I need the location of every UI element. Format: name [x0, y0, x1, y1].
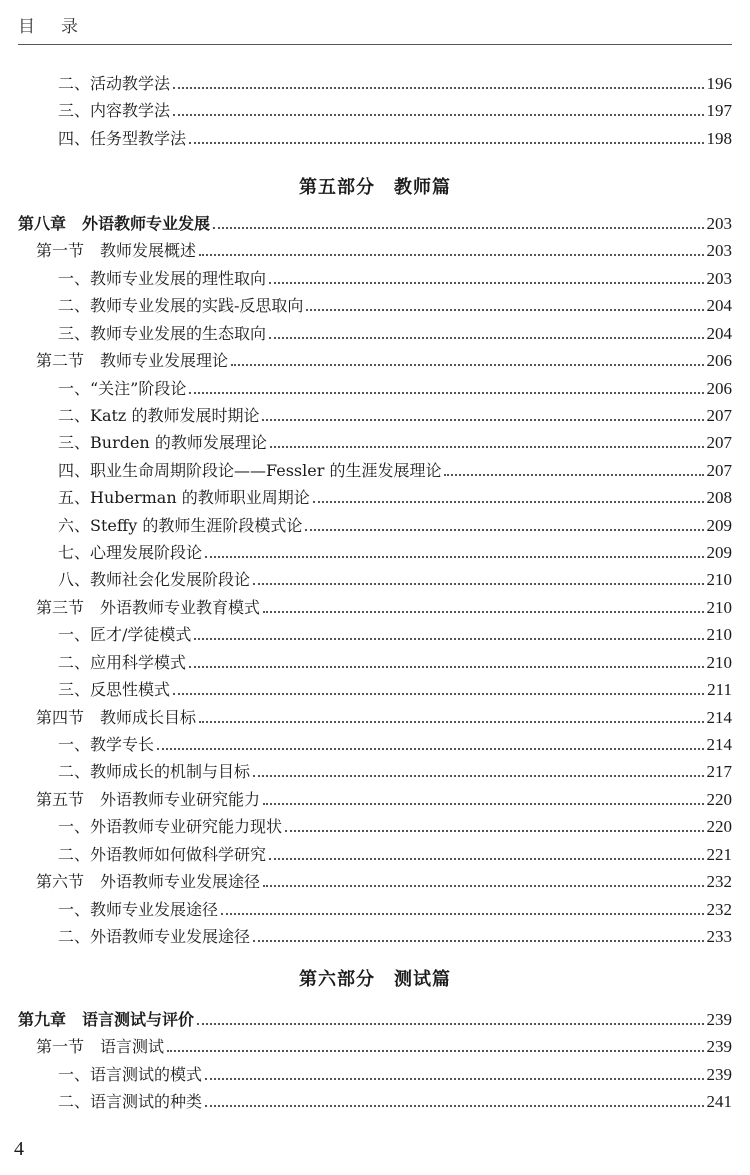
part-heading: 第五部分 教师篇	[299, 177, 451, 198]
toc-label: 一、教学专长	[58, 735, 155, 754]
leader-dots	[270, 446, 704, 448]
toc-page: 210	[706, 653, 732, 672]
toc-label: 二、活动教学法	[58, 74, 171, 93]
toc-label: 二、外语教师如何做科学研究	[58, 845, 267, 864]
toc-label: 三、Burden 的教师发展理论	[58, 433, 267, 452]
toc-page: 204	[706, 296, 732, 315]
toc-item[interactable]	[58, 403, 732, 429]
toc-page: 217	[706, 762, 732, 781]
toc-page: 232	[706, 872, 732, 891]
toc-page: 204	[706, 324, 732, 343]
toc-page: 241	[706, 1092, 732, 1111]
toc-label: 第一节 语言测试	[36, 1037, 165, 1056]
leader-dots	[199, 254, 703, 256]
toc-label: 二、外语教师专业发展途径	[58, 927, 251, 946]
toc-item[interactable]	[58, 1062, 732, 1088]
toc-label: 一、教师专业发展途径	[58, 900, 219, 919]
toc-page: 239	[706, 1010, 732, 1029]
leader-dots	[157, 748, 703, 750]
toc-page: 239	[706, 1065, 732, 1084]
leader-dots	[199, 721, 703, 723]
toc-label: 三、内容教学法	[58, 101, 171, 120]
toc-label: 四、任务型教学法	[58, 129, 187, 148]
toc-item[interactable]	[58, 71, 732, 97]
toc-label: 第四节 教师成长目标	[36, 708, 197, 727]
toc-item[interactable]	[58, 293, 732, 319]
toc-page: 206	[706, 379, 732, 398]
toc-label: 第二节 教师专业发展理论	[36, 351, 229, 370]
leader-dots	[194, 638, 703, 640]
leader-dots	[263, 885, 703, 887]
toc-item[interactable]	[58, 458, 732, 484]
toc-section[interactable]	[36, 1034, 732, 1060]
leader-dots	[269, 858, 703, 860]
toc-label: 第六节 外语教师专业发展途径	[36, 872, 261, 891]
toc-item[interactable]	[58, 1089, 732, 1115]
leader-dots	[262, 419, 703, 421]
toc-chapter[interactable]	[18, 1007, 732, 1033]
toc-item[interactable]	[58, 430, 732, 456]
leader-dots	[213, 227, 703, 229]
toc-label: 五、Huberman 的教师职业周期论	[58, 488, 310, 507]
toc-label: 四、职业生命周期阶段论——Fessler 的生涯发展理论	[58, 461, 442, 480]
toc-label: 二、应用科学模式	[58, 653, 187, 672]
toc-page: 203	[706, 269, 732, 288]
leader-dots	[231, 364, 703, 366]
toc-page: 209	[706, 543, 732, 562]
toc-page: 220	[706, 817, 732, 836]
leader-dots	[221, 913, 703, 915]
leader-dots	[306, 309, 703, 311]
toc-label: 一、“关注”阶段论	[58, 379, 187, 398]
toc-label: 第五节 外语教师专业研究能力	[36, 790, 261, 809]
leader-dots	[197, 1023, 703, 1025]
leader-dots	[285, 830, 703, 832]
toc-page: 198	[706, 129, 732, 148]
leader-dots	[269, 282, 703, 284]
page-number: 4	[14, 1138, 24, 1160]
leader-dots	[269, 337, 703, 339]
toc-item[interactable]	[58, 759, 732, 785]
toc-label: 二、Katz 的教师发展时期论	[58, 406, 260, 425]
header-char-1: 目	[18, 17, 37, 37]
toc-page: 210	[706, 598, 732, 617]
toc-item[interactable]	[58, 677, 732, 703]
toc-page: 221	[706, 845, 732, 864]
leader-dots	[173, 114, 703, 116]
toc-item[interactable]	[58, 98, 732, 124]
toc-label: 一、外语教师专业研究能力现状	[58, 817, 283, 836]
leader-dots	[205, 1078, 703, 1080]
toc-page: 208	[706, 488, 732, 507]
leader-dots	[205, 1105, 703, 1107]
toc-section[interactable]	[36, 595, 732, 621]
toc-label: 第一节 教师发展概述	[36, 241, 197, 260]
leader-dots	[167, 1050, 703, 1052]
toc-page: 220	[706, 790, 732, 809]
toc-label: 二、教师成长的机制与目标	[58, 762, 251, 781]
toc-label: 第九章 语言测试与评价	[18, 1010, 195, 1029]
toc-label: 一、语言测试的模式	[58, 1065, 203, 1084]
toc-page: 207	[706, 433, 732, 452]
toc-label: 七、心理发展阶段论	[58, 543, 203, 562]
toc-page: 203	[706, 241, 732, 260]
toc-label: 第三节 外语教师专业教育模式	[36, 598, 261, 617]
leader-dots	[305, 529, 703, 531]
toc-page: 214	[706, 735, 732, 754]
toc-page: 232	[706, 900, 732, 919]
toc-section[interactable]	[36, 238, 732, 264]
leader-dots	[173, 693, 704, 695]
toc-label: 二、教师专业发展的实践-反思取向	[58, 296, 304, 315]
toc-page: 207	[706, 406, 732, 425]
toc-item[interactable]	[58, 567, 732, 593]
header-rule	[18, 44, 732, 45]
toc-item[interactable]	[58, 321, 732, 347]
leader-dots	[263, 803, 703, 805]
toc-label: 一、教师专业发展的理性取向	[58, 269, 267, 288]
toc-item[interactable]	[58, 266, 732, 292]
leader-dots	[253, 775, 703, 777]
toc-label: 六、Steffy 的教师生涯阶段模式论	[58, 516, 303, 535]
toc-item[interactable]	[58, 924, 732, 950]
toc-label: 第八章 外语教师专业发展	[18, 214, 211, 233]
toc-item[interactable]	[58, 842, 732, 868]
toc-page: 239	[706, 1037, 732, 1056]
toc-item[interactable]	[58, 485, 732, 511]
toc-page: 214	[706, 708, 732, 727]
leader-dots	[263, 611, 703, 613]
leader-dots	[253, 940, 703, 942]
toc-section[interactable]	[36, 869, 732, 895]
toc-item[interactable]	[58, 814, 732, 840]
leader-dots	[444, 474, 703, 476]
toc-page: 210	[706, 570, 732, 589]
header-char-2: 录	[61, 17, 80, 37]
toc-page: 203	[706, 214, 732, 233]
toc-section[interactable]	[36, 787, 732, 813]
toc-item[interactable]	[58, 513, 732, 539]
part-heading: 第六部分 测试篇	[299, 969, 451, 990]
toc-label: 三、反思性模式	[58, 680, 171, 699]
toc-item[interactable]	[58, 732, 732, 758]
toc-page: 196	[706, 74, 732, 93]
toc-page: 210	[706, 625, 732, 644]
toc-item[interactable]	[58, 126, 732, 152]
toc-section[interactable]	[36, 348, 732, 374]
toc-page: 233	[706, 927, 732, 946]
leader-dots	[173, 87, 703, 89]
toc-label: 一、匠才/学徒模式	[58, 625, 192, 644]
toc-item[interactable]	[58, 622, 732, 648]
toc-label: 二、语言测试的种类	[58, 1092, 203, 1111]
toc-page: 211	[707, 680, 732, 699]
toc-page: 206	[706, 351, 732, 370]
leader-dots	[189, 666, 703, 668]
leader-dots	[189, 392, 703, 394]
leader-dots	[189, 142, 703, 144]
leader-dots	[313, 501, 704, 503]
leader-dots	[205, 556, 703, 558]
running-header	[18, 12, 732, 37]
toc-item[interactable]	[58, 897, 732, 923]
toc-label: 三、教师专业发展的生态取向	[58, 324, 267, 343]
toc-item[interactable]	[58, 540, 732, 566]
toc-item[interactable]	[58, 650, 732, 676]
toc-page: 207	[706, 461, 732, 480]
toc-section[interactable]	[36, 705, 732, 731]
toc-item[interactable]	[58, 376, 732, 402]
leader-dots	[253, 583, 703, 585]
toc-chapter[interactable]	[18, 211, 732, 237]
toc-page: 209	[706, 516, 732, 535]
toc-page: 197	[706, 101, 732, 120]
toc-label: 八、教师社会化发展阶段论	[58, 570, 251, 589]
